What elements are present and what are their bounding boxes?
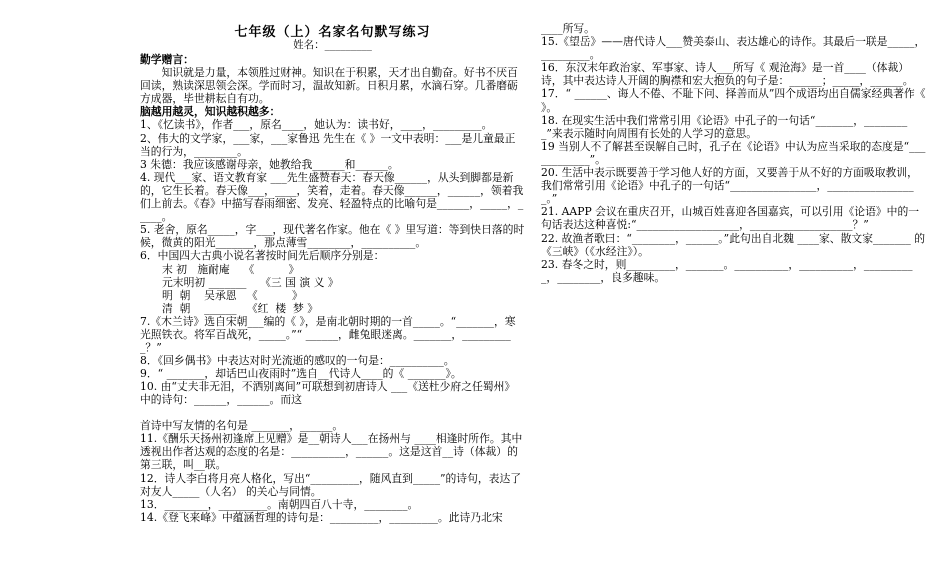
question-13: 13．________，_________。南朝四百八十寺，________。 bbox=[140, 497, 419, 511]
blank-gap bbox=[140, 406, 525, 419]
section-heading-motto: 勤学赠言： bbox=[140, 53, 194, 66]
question-17: 17．“ ______、诲人不倦、不耻下问、择善而从”四个成语均出自儒家经典著作《 》。 bbox=[541, 87, 926, 114]
question-15: 15.《望岳》——唐代诗人___赞美泰山、表达雄心的诗作。其最后一联是_____，_________。 bbox=[541, 35, 926, 62]
page-title: 七年级（上）名家名句默写练习 bbox=[234, 25, 431, 40]
novel-row: 末 初 施耐庵 《 》 bbox=[162, 262, 300, 276]
question-14-cont: ____所写。 bbox=[541, 22, 595, 35]
novel-row: 明 朝 吴承恩 《 》 bbox=[162, 288, 303, 302]
novel-row: 清 朝 ______ 《红 楼 梦 》 bbox=[162, 301, 319, 315]
question-14: 14.《登飞来峰》中蕴涵哲理的诗句是：_________，_________。此诗乃北宋 bbox=[140, 510, 503, 524]
question-4: 4. 现代___家、语文教育家 ___先生盛赞春天：春天像______，从头到脚都是新的，它生长着。春天像___，____，笑着，走着。春天像______，______，领着我们上前去。《春》中描写春雨细密、发亮、轻盈特点的比喻句是______，_____，_____。 bbox=[140, 170, 524, 224]
question-22: 22. 故渔者歌曰：“________，______。”此句出自北魏 ____家、散文家_______ 的《三峡》（《水经注》）。 bbox=[541, 231, 926, 258]
question-7: 7.《木兰诗》选自宋朝___编的《 》，是南北朝时期的一首_____。“_______，寒光照铁衣。将军百战死，_____。”“ ______，雌兔眼迷离。_______，__________？” bbox=[140, 314, 516, 354]
left-column bbox=[140, 0, 525, 524]
motto-text: 知识就是力量，本领胜过财神。知识在于积累，天才出自勤奋。好书不厌百回读，熟读深思领会深。学而时习，温故知新。日积月累，水滴石穿。几番磨砺方成器，毕世耕耘自有功。 bbox=[140, 66, 518, 106]
question-3: 3 朱德：我应该感谢母亲，她教给我______和______。 bbox=[140, 157, 399, 171]
question-18: 18. 在现实生活中我们常常引用《论语》中孔子的一句话“_______，_________”来表示随时向周围有长处的人学习的意思。 bbox=[541, 113, 908, 140]
question-20: 20. 生活中表示既要善于学习他人好的方面，又要善于从不好的方面吸取教训，我们常常引用《论语》中孔子的一句话“________________，_________________。” bbox=[541, 166, 918, 206]
student-name-line: 姓名：_________ bbox=[293, 39, 372, 51]
novels-list bbox=[140, 263, 525, 315]
question-10-cont: 首诗中写友情的名句是 _______，______。 bbox=[140, 419, 344, 433]
question-1: 1、《忆读书》，作者___，原名____，她认为：读书好，____，_________。 bbox=[140, 118, 493, 132]
section-heading-questions: 脑越用越灵，知识越积越多： bbox=[140, 105, 281, 119]
novel-row: 元末明初 _______ 《三 国 演 义 》 bbox=[162, 275, 339, 289]
right-column bbox=[541, 0, 927, 284]
question-16: 16．东汉末年政治家、军事家、诗人___所写《 观沧海》是一首____（体裁）诗，其中表达诗人开阔的胸襟和宏大抱负的句子是：______；_____，______。 bbox=[541, 61, 914, 88]
question-10: 10. 由“丈夫非无泪，不洒别离间”可联想到初唐诗人 ___《送杜少府之任蜀州》中的诗句：______，______。而这 bbox=[140, 379, 516, 407]
question-8: 8．《回乡偶书》中表达对时光流逝的感叹的一句是：__________。 bbox=[140, 353, 455, 367]
question-21: 21. AAPP 会议在重庆召开，山城百姓喜迎各国嘉宾，可以引用《论语》中的一句话表达这种喜悦:“___________________，___________________？” bbox=[541, 205, 920, 232]
question-5: 5. 老舍，原名_____，字___，现代著名作家。他在《 》里写道：等到快日落的时候，微黄的阳光_______，那点薄雪________，__________。 bbox=[140, 223, 525, 250]
question-6: 6．中国四大古典小说名著按时间先后顺序分别是： bbox=[140, 249, 385, 263]
question-9: 9．“ _______，却话巴山夜雨时”选自__代诗人____的《 _______》。 bbox=[140, 366, 462, 380]
question-23: 23. 春冬之时，则_________，_______。__________，__________，__________，________，良多趣味。 bbox=[541, 257, 913, 284]
question-11: 11.《酬乐天扬州初逢席上见赠》是__朝诗人___在扬州与 ____相逢时所作。其中透视出作者达观的态度的名是：__________，______。这是这首__诗（体裁）的第三联，叫__联。 bbox=[140, 432, 523, 472]
question-12: 12．诗人李白将月亮人格化，写出“_________，随风直到_____”的诗句，表达了对友人_____（人名） 的关心与同情。 bbox=[140, 471, 522, 498]
question-19: 19 当别人不了解甚至误解自己时，孔子在《论语》中认为应当采取的态度是“____________”。 bbox=[541, 139, 926, 166]
question-2: 2、伟大的文学家，___家，___家鲁迅 先生在《 》一文中表明：___是儿童最正当的行为，________。 bbox=[140, 131, 516, 158]
